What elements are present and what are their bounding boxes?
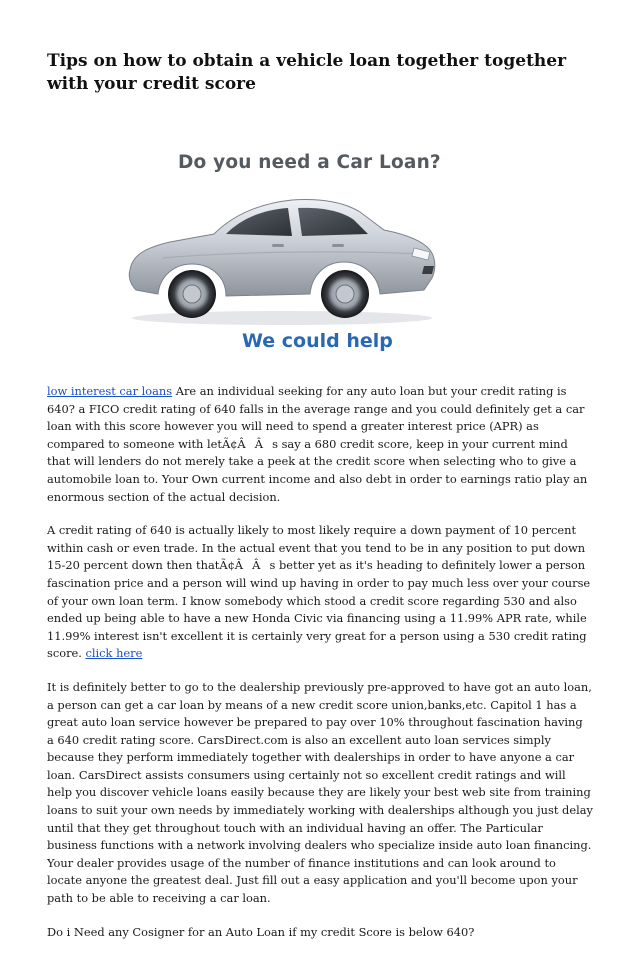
paragraph-4: Do i Need any Cosigner for an Auto Loan if my credit Score is below 640? [47,924,475,939]
article-body [47,383,593,957]
paragraph-3: It is definitely better to go to the dealership previously pre-approved to have got an auto loan, a person can get a car loan by means of a new credit score union,banks,etc. Capitol 1 has a great auto loan service however be prepared to pay over 10% throughout fascination having a 640 credit rating score. CarsDirect.com is also an excellent auto loan services simply because they perform immediately together with dealerships in order to have anyone a car loan. CarsDirect assists consumers using certainly not so excellent credit ratings and will help you discover vehicle loans easily because they are likely your best web site from training loans to suit your own needs by immediately working with dealerships although you just delay until that they get throughout touch with an individual having an offer. The Particular business functions with a network involving dealers who specialize inside auto loan financing. Your dealer provides usage of the number of finance institutions and can look around to locate anyone the greatest deal. Just fill out a easy application and you'll become upon your path to be able to receiving a car loan. [47,679,593,906]
paragraph-2 [47,522,593,663]
click-here-link[interactable]: click here [85,646,143,661]
banner-headline: Do you need a Car Loan? [178,152,441,173]
document-title: Tips on how to obtain a vehicle loan together together with your credit score [47,51,567,94]
car-loan-banner [122,140,442,360]
banner-tagline: We could help [242,330,393,352]
car-illustration-icon [122,178,442,328]
paragraph-1 [47,383,593,506]
low-interest-car-loans-link[interactable]: low interest car loans [47,384,173,398]
paragraph-2-text: A credit rating of 640 is actually likely to most likely require a down payment of 10 percent within cash or even trade. In the actual event that you tend to be in any position to put down 15-20 percent down then thatÃ¢ÂÂs better yet as it's heading to definitely lower a person fascination price and a person will wind up having in order to pay much less over your course of your own loan term. I know somebody which stood a credit score regarding 530 and also ended up being able to have a new Honda Civic via financing using a 11.99% APR rate, while 11.99% interest isn't excellent it is certainly very great for a person using a 530 credit rating score. [47,523,591,661]
paragraph-1-text: Are an individual seeking for any auto loan but your credit rating is 640? a FICO credit rating of 640 falls in the average range and you could definitely get a car loan with this score however you will need to spend a greater interest price (APR) as compared to someone with letÃ¢ÂÂs say a 680 credit score, keep in your current mind that will lenders do not merely take a peek at the credit score when selecting who to give a automobile loan to. Your Own current income and also debt in order to earnings ratio play an enormous section of the actual decision. [47,384,588,504]
